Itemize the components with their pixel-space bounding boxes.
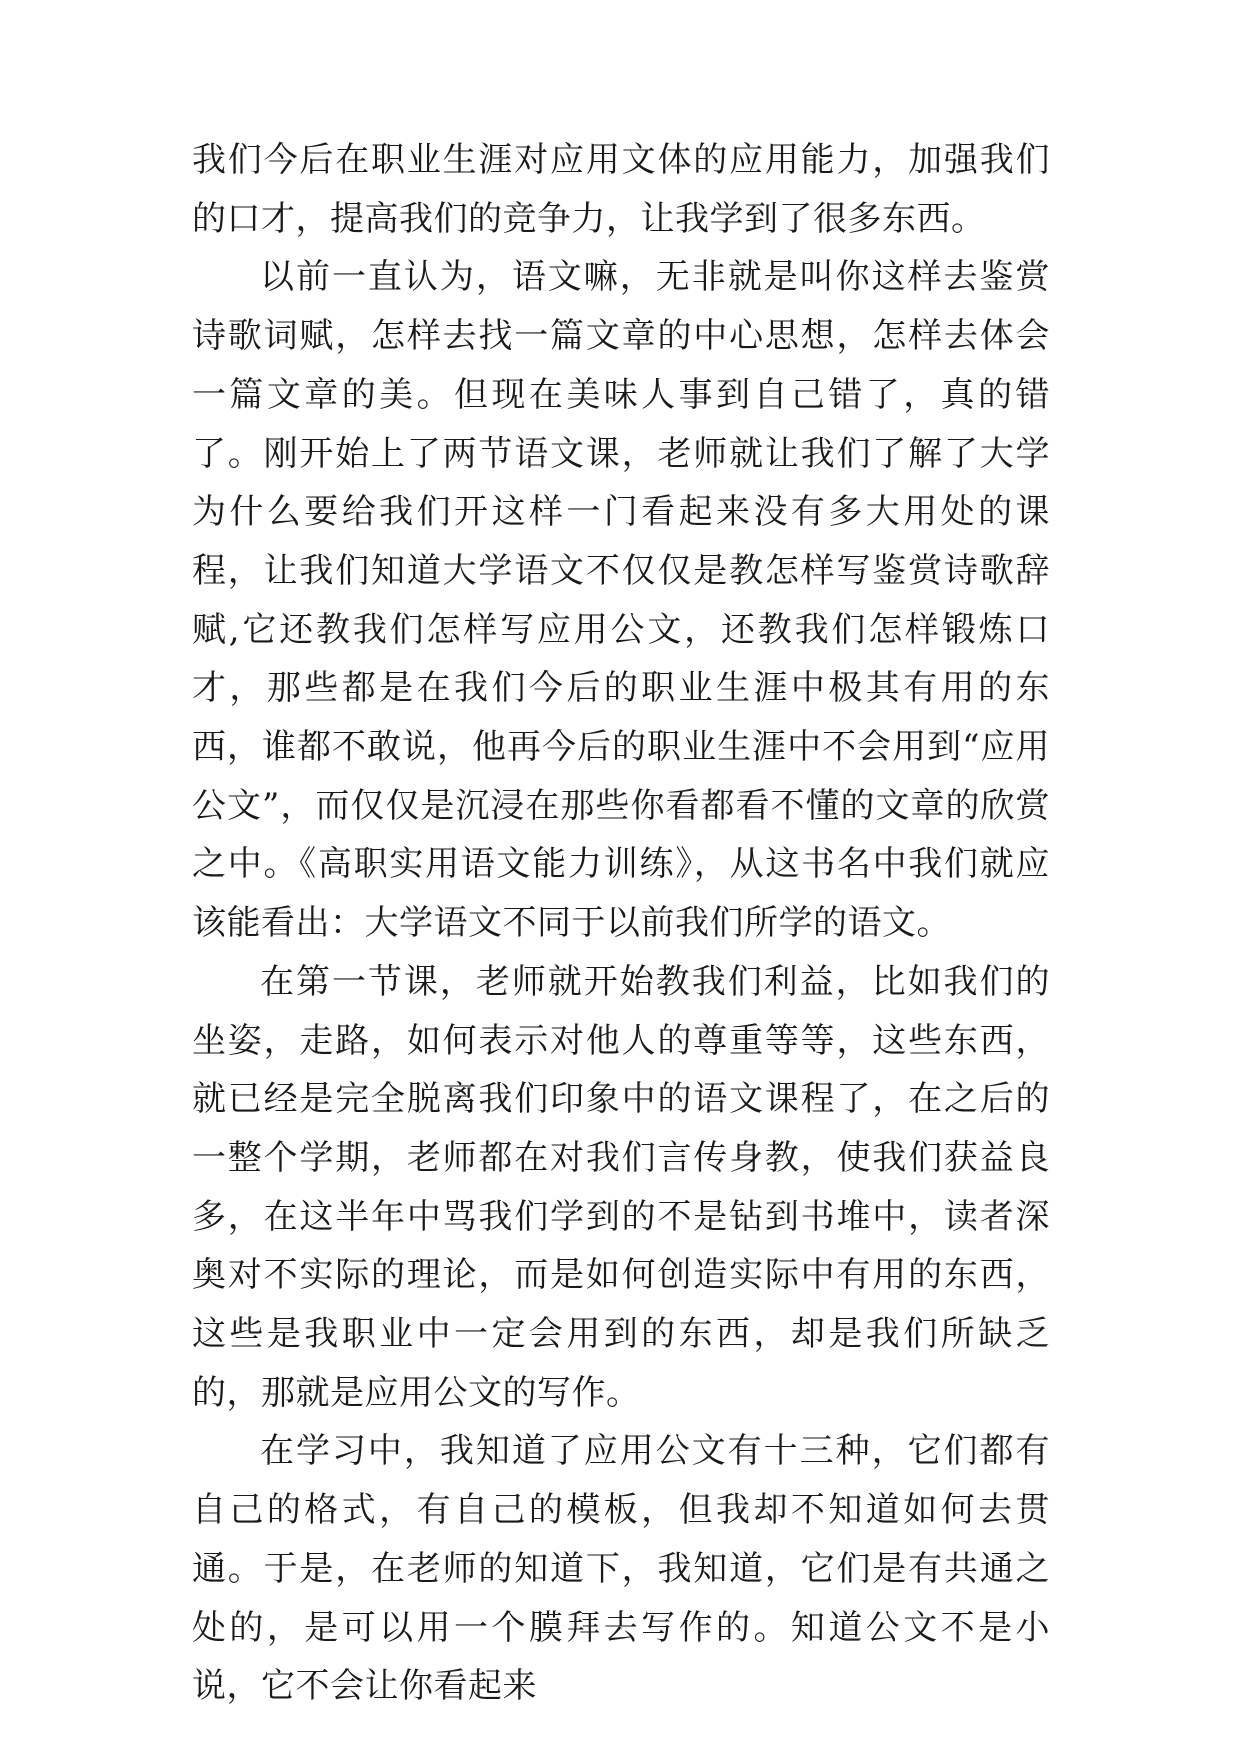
paragraph-1: 我们今后在职业生涯对应用文体的应用能力，加强我们的口才，提高我们的竞争力，让我学到了很多东西。 <box>192 140 1050 239</box>
paragraph-4: 在学习中，我知道了应用公文有十三种，它们都有自己的格式，有自己的模板，但我却不知道如何去贯通。于是，在老师的知道下，我知道，它们是有共通之处的，是可以用一个膜拜去写作的。知道公文不是小说，它不会让你看起来 <box>192 1431 1050 1707</box>
paragraph-2: 以前一直认为，语文嘛，无非就是叫你这样去鉴赏诗歌词赋，怎样去找一篇文章的中心思想，怎样去体会一篇文章的美。但现在美味人事到自己错了，真的错了。刚开始上了两节语文课，老师就让我们了解了大学为什么要给我们开这样一门看起来没有多大用处的课程，让我们知道大学语文不仅仅是教怎样写鉴赏诗歌辞赋,它还教我们怎样写应用公文，还教我们怎样锻炼口才，那些都是在我们今后的职业生涯中极其有用的东西，谁都不敢说，他再今后的职业生涯中不会用到“应用公文”，而仅仅是沉浸在那些你看都看不懂的文章的欣赏之中。《高职实用语文能力训练》，从这书名中我们就应该能看出：大学语文不同于以前我们所学的语文。 <box>192 257 1050 944</box>
paragraph-3: 在第一节课，老师就开始教我们利益，比如我们的坐姿，走路，如何表示对他人的尊重等等，这些东西，就已经是完全脱离我们印象中的语文课程了，在之后的一整个学期，老师都在对我们言传身教，使我们获益良多，在这半年中骂我们学到的不是钻到书堆中，读者深奥对不实际的理论，而是如何创造实际中有用的东西，这些是我职业中一定会用到的东西，却是我们所缺乏的，那就是应用公文的写作。 <box>192 961 1050 1413</box>
document-page <box>192 131 1050 1716</box>
